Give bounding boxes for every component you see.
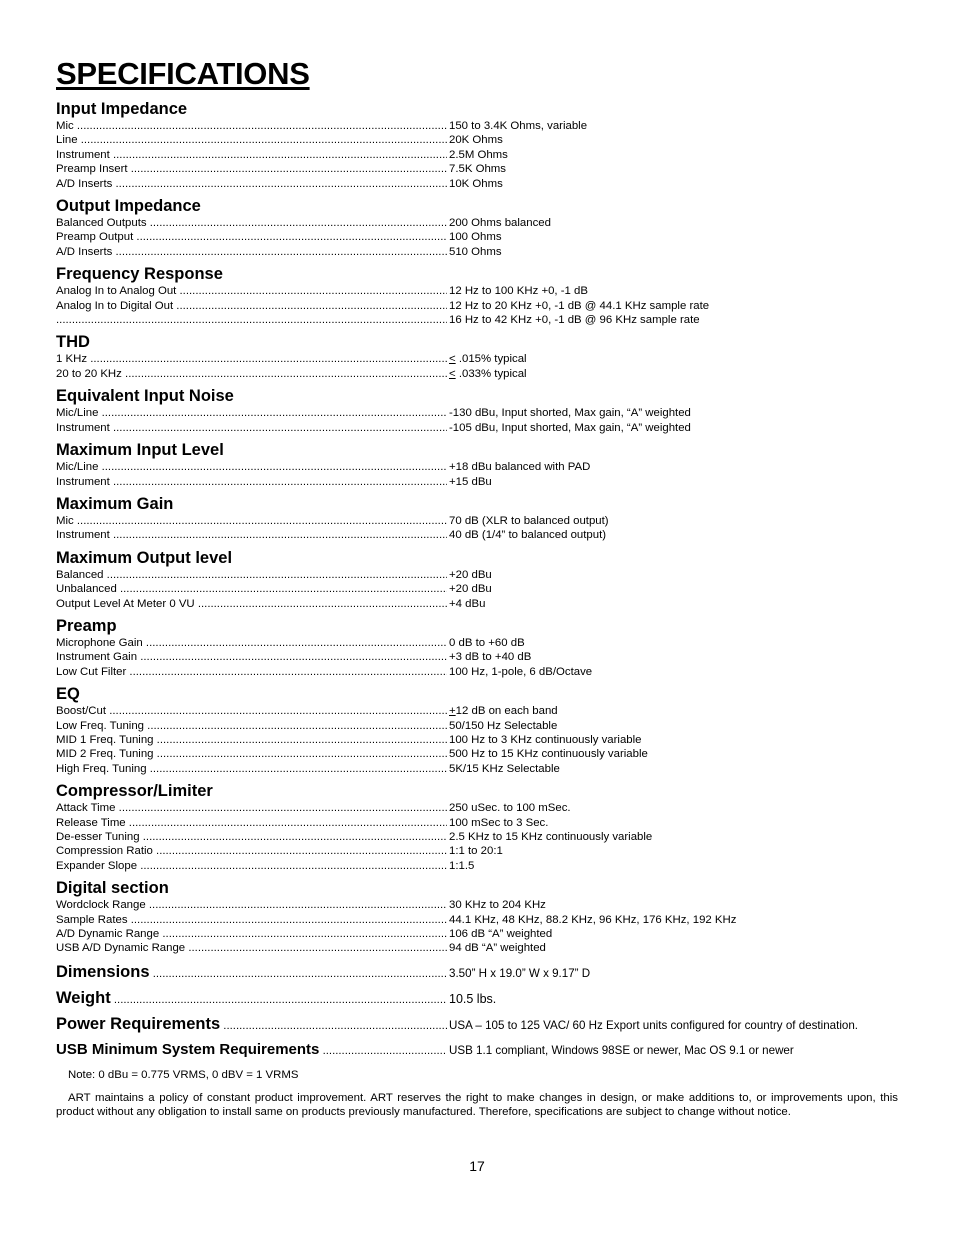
spec-section — [56, 495, 898, 543]
spec-label: Instrument ..... — [56, 148, 447, 162]
spec-row — [56, 801, 898, 815]
spec-value — [447, 406, 691, 420]
spec-value-text: 12 Hz to 100 KHz +0, -1 dB — [449, 285, 588, 298]
spec-value-text: +15 dBu — [449, 475, 492, 488]
spec-label: Compression Ratio ..... — [56, 844, 447, 858]
spec-label: Mic ..... — [56, 119, 447, 133]
spec-section — [56, 782, 898, 873]
spec-value — [447, 844, 503, 858]
spec-value — [447, 898, 546, 912]
section-heading: EQ — [56, 685, 80, 704]
spec-row — [56, 216, 898, 230]
spec-value — [447, 650, 531, 664]
spec-value-text: +20 dBu — [449, 583, 492, 596]
spec-value — [447, 352, 527, 366]
section-heading: Maximum Input Level — [56, 441, 224, 460]
spec-sections — [56, 100, 898, 956]
spec-value-text: 100 Hz, 1-pole, 6 dB/Octave — [449, 665, 593, 678]
spec-value — [447, 568, 492, 582]
spec-value-text: 250 uSec. to 100 mSec. — [449, 802, 571, 815]
spec-row — [56, 148, 898, 162]
section-heading: Frequency Response — [56, 265, 223, 284]
spec-value-text: +20 dBu — [449, 568, 492, 581]
section-heading: Maximum Output level — [56, 548, 233, 567]
spec-label: Attack Time ..... — [56, 801, 447, 815]
spec-value — [447, 528, 606, 542]
spec-value-text: 2.5M Ohms — [449, 148, 508, 161]
spec-row — [56, 898, 898, 912]
usb-row — [56, 1041, 898, 1058]
spec-label: MID 1 Freq. Tuning ..... — [56, 733, 447, 747]
spec-label: Low Cut Filter ..... — [56, 665, 447, 679]
spec-value-prefix: < — [449, 367, 456, 380]
spec-value-text: 94 dB “A” weighted — [449, 942, 546, 955]
spec-value-text: 1:1.5 — [449, 859, 475, 872]
spec-value-text: .015% typical — [455, 353, 527, 366]
spec-row — [56, 284, 898, 298]
spec-row — [56, 747, 898, 761]
spec-row — [56, 941, 898, 955]
section-heading: Output Impedance — [56, 197, 201, 216]
spec-row — [56, 133, 898, 147]
spec-value-text: 200 Ohms balanced — [449, 217, 551, 230]
spec-label: Balanced Outputs ..... — [56, 216, 447, 230]
spec-value — [447, 514, 609, 528]
spec-row — [56, 719, 898, 733]
power-value: USA – 105 to 125 VAC/ 60 Hz Export units configured for country of destination. — [449, 1018, 859, 1032]
spec-label: Instrument ..... — [56, 421, 447, 435]
spec-value — [447, 941, 546, 955]
spec-value — [447, 597, 485, 611]
spec-value-text: +3 dB to +40 dB — [449, 651, 532, 664]
weight-row — [56, 989, 898, 1008]
spec-value-text: 70 dB (XLR to balanced output) — [449, 514, 609, 527]
spec-row — [56, 704, 898, 718]
spec-section — [56, 333, 898, 381]
spec-row — [56, 650, 898, 664]
spec-value-prefix: + — [449, 705, 456, 718]
spec-label: A/D Dynamic Range ..... — [56, 927, 447, 941]
note-text: Note: 0 dBu = 0.775 VRMS, 0 dBV = 1 VRMS — [68, 1068, 299, 1081]
spec-label: A/D Inserts ..... — [56, 245, 447, 259]
spec-label: Release Time ..... — [56, 816, 447, 830]
spec-section — [56, 685, 898, 776]
spec-label: Instrument ..... — [56, 475, 447, 489]
spec-value-text: 0 dB to +60 dB — [449, 636, 525, 649]
spec-row — [56, 816, 898, 830]
page-number: 17 — [469, 1158, 485, 1174]
spec-value-text: 12 Hz to 20 KHz +0, -1 dB @ 44.1 KHz sample rate — [449, 299, 710, 312]
spec-value — [447, 859, 474, 873]
spec-value-text: 510 Ohms — [449, 245, 502, 258]
spec-value — [447, 299, 709, 313]
spec-label: Balanced ..... — [56, 568, 447, 582]
spec-value-text: 100 mSec to 3 Sec. — [449, 816, 549, 829]
spec-row — [56, 119, 898, 133]
weight-value: 10.5 lbs. — [449, 991, 497, 1006]
spec-value — [447, 801, 571, 815]
section-heading: Digital section — [56, 879, 169, 898]
spec-value — [447, 216, 551, 230]
section-heading: Compressor/Limiter — [56, 782, 213, 801]
spec-value — [447, 665, 592, 679]
spec-section — [56, 549, 898, 611]
spec-value — [447, 830, 652, 844]
spec-row — [56, 460, 898, 474]
spec-label: Analog In to Digital Out ..... — [56, 299, 447, 313]
spec-row — [56, 177, 898, 191]
spec-label: Wordclock Range ..... — [56, 898, 447, 912]
spec-label: High Freq. Tuning ..... — [56, 762, 447, 776]
spec-value — [447, 747, 648, 761]
spec-label: Sample Rates ..... — [56, 913, 447, 927]
spec-row — [56, 636, 898, 650]
spec-row — [56, 582, 898, 596]
spec-label — [56, 313, 447, 327]
spec-label: Low Freq. Tuning ..... — [56, 719, 447, 733]
spec-value — [447, 913, 736, 927]
spec-value-text: 500 Hz to 15 KHz continuously variable — [449, 748, 648, 761]
section-heading: Equivalent Input Noise — [56, 387, 234, 406]
spec-value-text: 20K Ohms — [449, 134, 503, 147]
spec-row — [56, 733, 898, 747]
spec-label: 1 KHz ..... — [56, 352, 447, 366]
spec-value-text: -105 dBu, Input shorted, Max gain, “A” weighted — [449, 421, 691, 434]
spec-row — [56, 475, 898, 489]
spec-value — [447, 719, 557, 733]
spec-row — [56, 230, 898, 244]
spec-label: Preamp Insert ..... — [56, 162, 447, 176]
spec-value — [447, 119, 587, 133]
spec-value-text: +18 dBu balanced with PAD — [449, 461, 591, 474]
spec-label: Unbalanced ..... — [56, 582, 447, 596]
spec-label: De-esser Tuning ..... — [56, 830, 447, 844]
spec-value-text: 150 to 3.4K Ohms, variable — [449, 120, 588, 132]
spec-value — [447, 177, 503, 191]
spec-value — [447, 313, 700, 327]
spec-label: Boost/Cut ..... — [56, 704, 447, 718]
spec-row — [56, 421, 898, 435]
spec-section — [56, 879, 898, 956]
spec-value — [447, 704, 558, 718]
spec-label: A/D Inserts ..... — [56, 177, 447, 191]
spec-row — [56, 367, 898, 381]
spec-row — [56, 830, 898, 844]
spec-row — [56, 597, 898, 611]
spec-label: Instrument Gain ..... — [56, 650, 447, 664]
spec-label: Mic/Line ..... — [56, 406, 447, 420]
spec-section — [56, 617, 898, 679]
spec-value-text: -130 dBu, Input shorted, Max gain, “A” weighted — [449, 407, 691, 420]
spec-row — [56, 568, 898, 582]
spec-value-text: 1:1 to 20:1 — [449, 845, 503, 858]
spec-row — [56, 245, 898, 259]
spec-value-text: 7.5K Ohms — [449, 163, 506, 176]
spec-label: Expander Slope ..... — [56, 859, 447, 873]
spec-page — [56, 56, 898, 1120]
spec-row — [56, 762, 898, 776]
spec-label: Mic/Line ..... — [56, 460, 447, 474]
spec-row — [56, 528, 898, 542]
spec-value — [447, 582, 492, 596]
spec-value-text: 100 Hz to 3 KHz continuously variable — [449, 733, 642, 746]
spec-value — [447, 733, 641, 747]
spec-label: MID 2 Freq. Tuning ..... — [56, 747, 447, 761]
section-heading: Input Impedance — [56, 100, 188, 118]
spec-row — [56, 844, 898, 858]
spec-value — [447, 148, 508, 162]
spec-section — [56, 265, 898, 327]
spec-label: Mic ..... — [56, 514, 447, 528]
policy-paragraph: ART maintains a policy of constant product improvement. ART reserves the right to make changes in design, or make additions to, or improvements upon, this product without any obligation to install same on products previously manufactured. Therefore, specifications are subject to change without notice. — [56, 1091, 898, 1119]
spec-row — [56, 352, 898, 366]
spec-value-text: 30 KHz to 204 KHz — [449, 899, 546, 912]
spec-value — [447, 636, 525, 650]
spec-row — [56, 859, 898, 873]
power-label: Power Requirements — [56, 1014, 221, 1033]
spec-label: Preamp Output ..... — [56, 230, 447, 244]
spec-value — [447, 927, 552, 941]
spec-value — [447, 230, 502, 244]
section-heading: THD — [56, 333, 90, 352]
spec-value — [447, 460, 590, 474]
section-heading: Preamp — [56, 616, 117, 635]
spec-label: 20 to 20 KHz ..... — [56, 367, 447, 381]
spec-section — [56, 441, 898, 489]
usb-value: USB 1.1 compliant, Windows 98SE or newer, Mac OS 9.1 or newer — [449, 1043, 794, 1057]
spec-label: Instrument ..... — [56, 528, 447, 542]
spec-value — [447, 245, 502, 259]
spec-value — [447, 284, 588, 298]
spec-value-text: +4 dBu — [449, 597, 486, 610]
dimensions-label: Dimensions — [56, 962, 150, 981]
section-heading: Maximum Gain — [56, 494, 174, 513]
spec-row — [56, 406, 898, 420]
spec-value-text: 5K/15 KHz Selectable — [449, 762, 560, 775]
spec-section — [56, 387, 898, 435]
spec-label: Analog In to Analog Out ..... — [56, 284, 447, 298]
spec-row — [56, 313, 898, 327]
spec-label: Output Level At Meter 0 VU ..... — [56, 597, 447, 611]
spec-value-text: .033% typical — [455, 367, 527, 380]
spec-value — [447, 762, 560, 776]
spec-value — [447, 475, 492, 489]
spec-row — [56, 927, 898, 941]
dimensions-row — [56, 963, 898, 982]
spec-label: Line ..... — [56, 133, 447, 147]
spec-row — [56, 299, 898, 313]
weight-label: Weight — [56, 988, 111, 1007]
spec-value — [447, 133, 503, 147]
spec-row — [56, 665, 898, 679]
dimensions-value: 3.50” H x 19.0” W x 9.17” D — [449, 966, 591, 980]
spec-value — [447, 367, 527, 381]
spec-section — [56, 100, 898, 191]
spec-value — [447, 816, 548, 830]
spec-section — [56, 197, 898, 259]
spec-label: USB A/D Dynamic Range ..... — [56, 941, 447, 955]
page-title: SPECIFICATIONS — [56, 56, 310, 91]
spec-value-text: 106 dB “A” weighted — [449, 928, 553, 941]
spec-value — [447, 421, 691, 435]
spec-value-text: 50/150 Hz Selectable — [449, 719, 558, 732]
spec-value-text: 16 Hz to 42 KHz +0, -1 dB @ 96 KHz sample rate — [449, 314, 700, 327]
usb-label: USB Minimum System Requirements — [56, 1040, 320, 1058]
spec-label: Microphone Gain ..... — [56, 636, 447, 650]
spec-row — [56, 514, 898, 528]
spec-value — [447, 162, 506, 176]
spec-value-text: 12 dB on each band — [455, 705, 558, 718]
spec-value-text: 100 Ohms — [449, 231, 502, 244]
spec-value-text: 10K Ohms — [449, 177, 503, 190]
spec-value-prefix: < — [449, 353, 456, 366]
spec-value-text: 40 dB (1/4” to balanced output) — [449, 529, 607, 542]
spec-value-text: 2.5 KHz to 15 KHz continuously variable — [449, 831, 653, 843]
power-row — [56, 1015, 898, 1034]
spec-row — [56, 913, 898, 927]
spec-value-text: 44.1 KHz, 48 KHz, 88.2 KHz, 96 KHz, 176 KHz, 192 KHz — [449, 913, 737, 926]
spec-row — [56, 162, 898, 176]
